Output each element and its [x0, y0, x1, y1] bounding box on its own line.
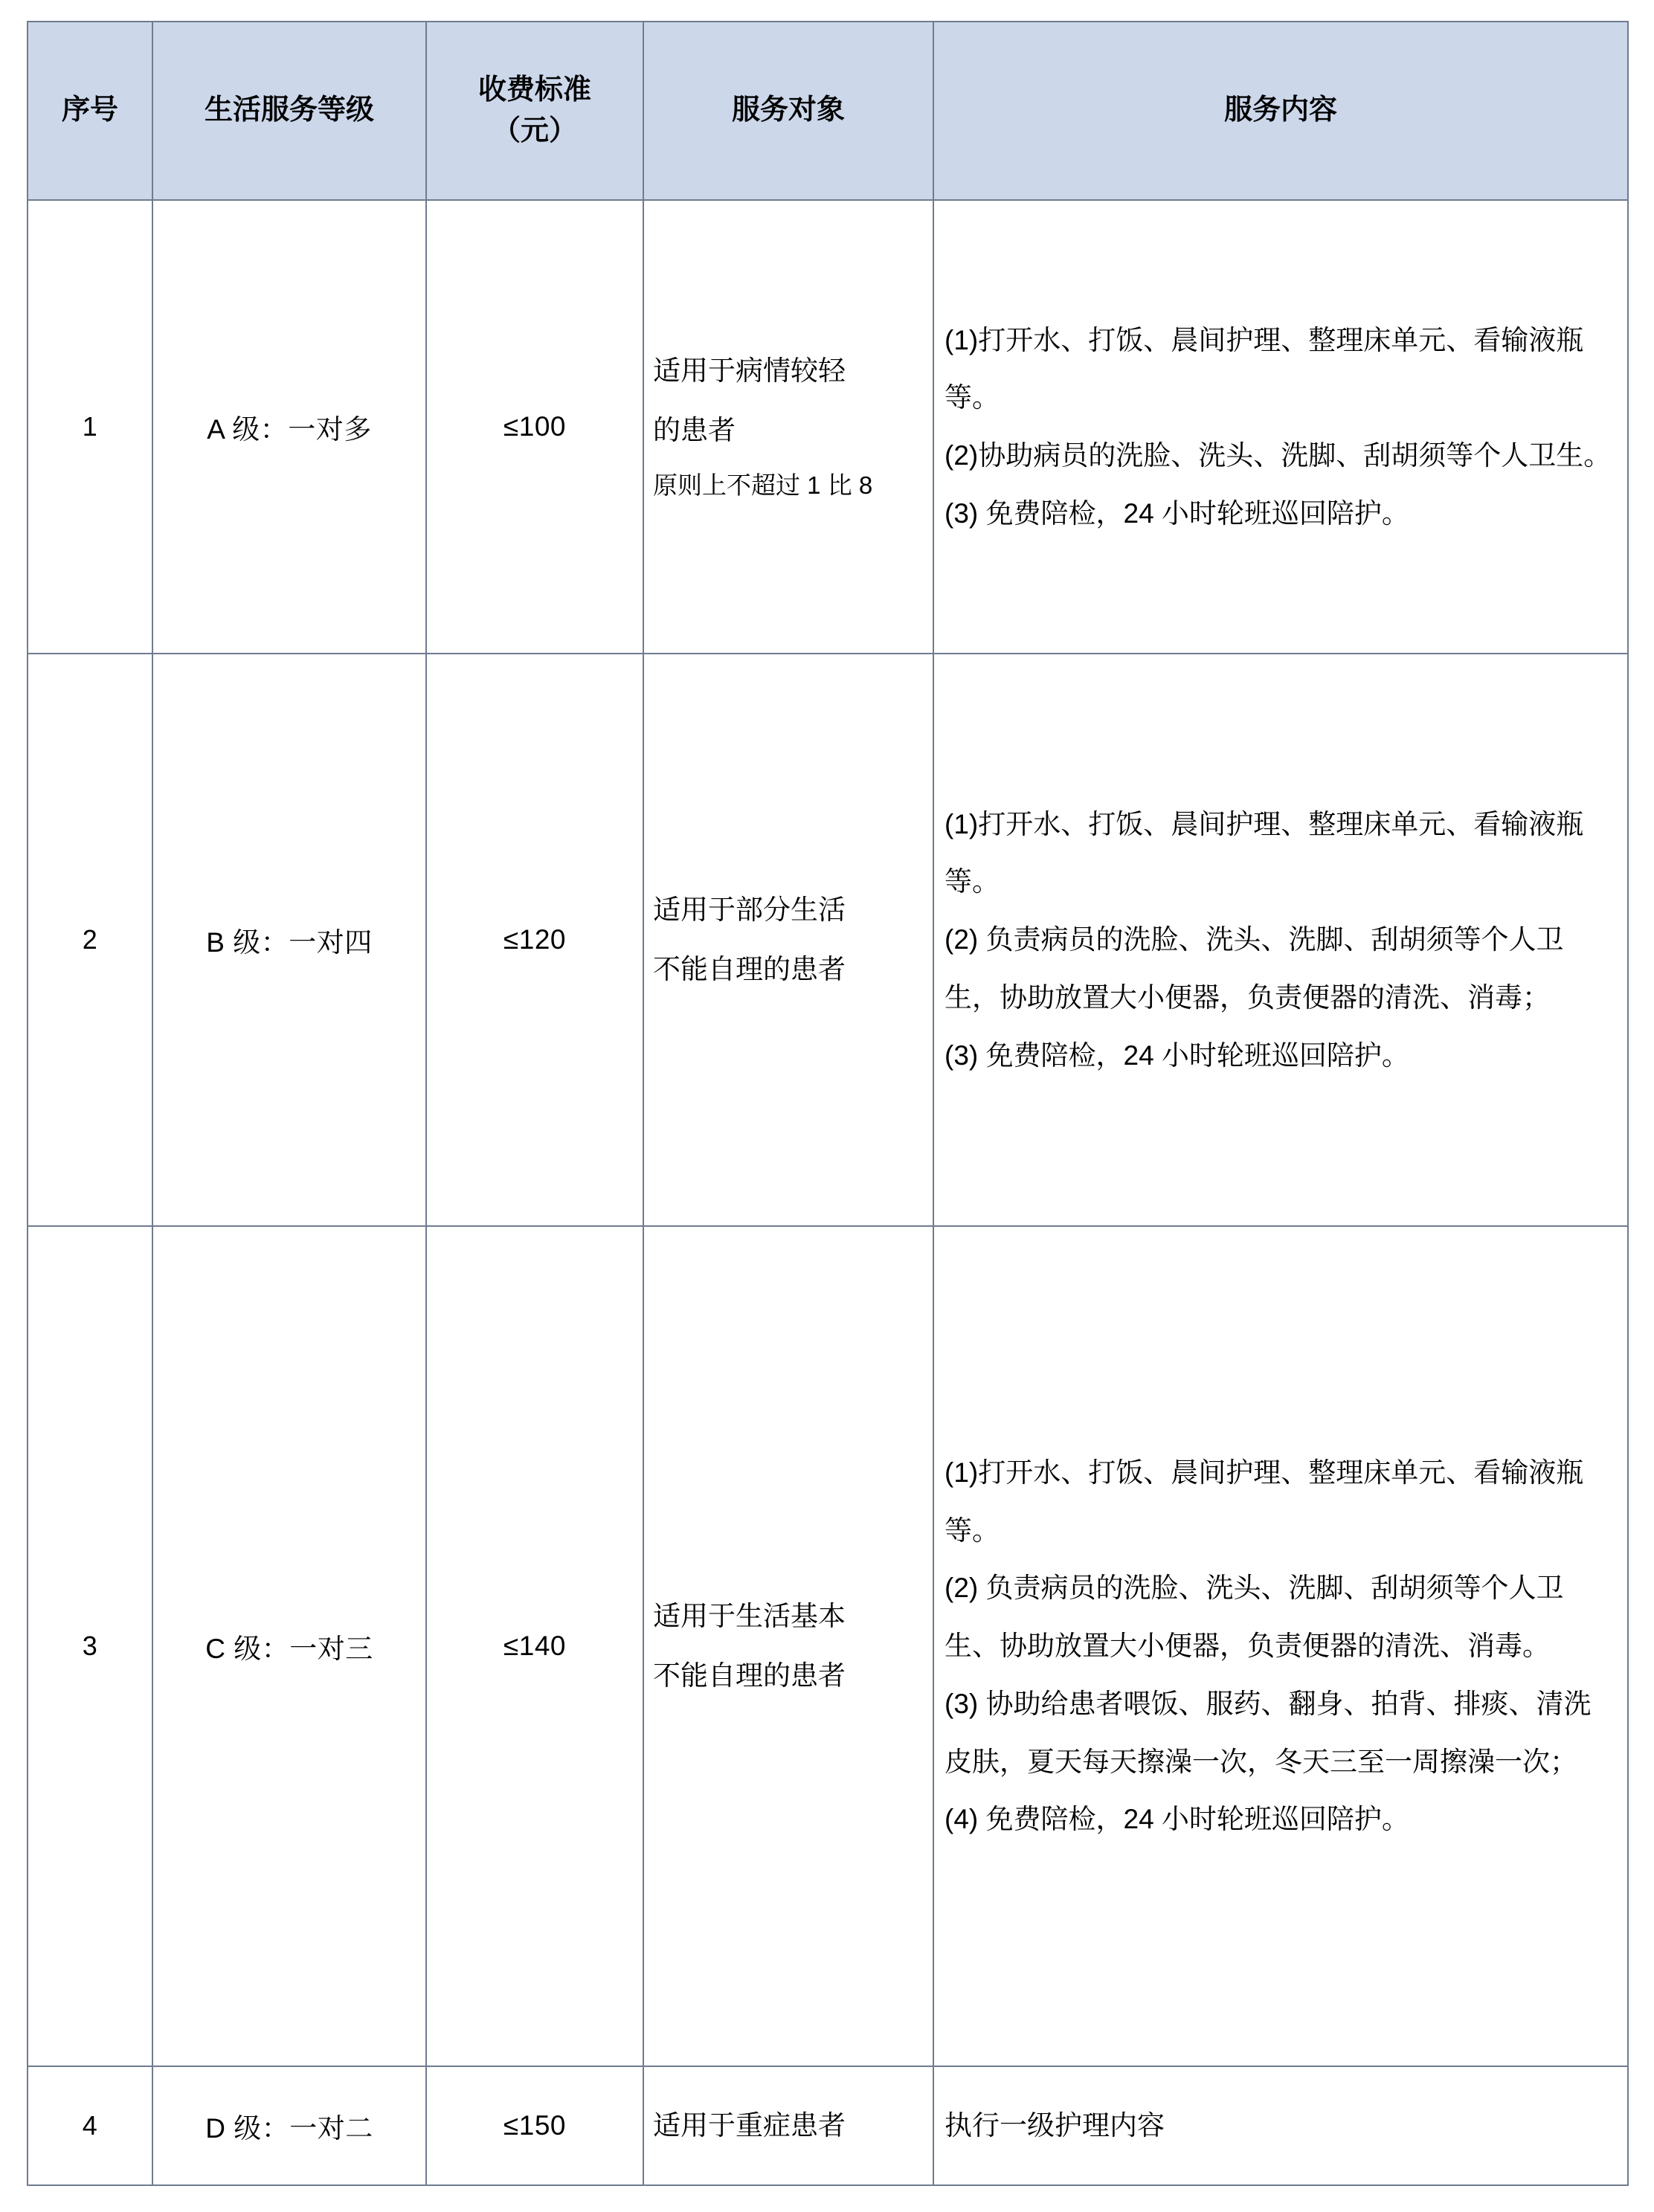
- row-index: 4: [28, 2066, 152, 2185]
- row-fee: ≤150: [426, 2066, 643, 2185]
- content-item: (1)打开水、打饭、晨间护理、整理床单元、看输液瓶等。: [945, 324, 1584, 413]
- row-target-line2: 的患者: [653, 414, 736, 445]
- row-service-content: [933, 1226, 1628, 2066]
- row-target-note: 原则上不超过 1 比 8: [653, 471, 873, 500]
- content-item: (2) 负责病员的洗脸、洗头、洗脚、刮胡须等个人卫生，协助放置大小便器，负责便器的清洗、消毒；: [945, 924, 1564, 1013]
- nursing-service-fee-table: [27, 21, 1629, 2186]
- row-target-line2: 不能自理的患者: [653, 954, 846, 984]
- content-item: (1)打开水、打饭、晨间护理、整理床单元、看输液瓶等。: [945, 1457, 1584, 1546]
- row-service-level: B 级：一对四: [152, 654, 426, 1226]
- row-service-level: C 级：一对三: [152, 1226, 426, 2066]
- table-row: [28, 2066, 1628, 2185]
- table-row: [28, 200, 1628, 654]
- row-service-level: A 级：一对多: [152, 200, 426, 654]
- row-fee: ≤100: [426, 200, 643, 654]
- row-service-level: D 级：一对二: [152, 2066, 426, 2185]
- column-header-fee-line1: 收费标准: [477, 74, 591, 106]
- row-target-line1: 适用于生活基本: [653, 1601, 846, 1632]
- column-header-service-level: 生活服务等级: [152, 22, 426, 200]
- row-fee: ≤120: [426, 654, 643, 1226]
- content-item: 执行一级护理内容: [945, 2110, 1165, 2141]
- column-header-service-target: 服务对象: [643, 22, 933, 200]
- row-service-content: [933, 654, 1628, 1226]
- row-service-target: [643, 1226, 933, 2066]
- row-target-line2: 不能自理的患者: [653, 1660, 846, 1691]
- row-index: 2: [28, 654, 152, 1226]
- content-item: (4) 免费陪检，24 小时轮班巡回陪护。: [945, 1804, 1409, 1835]
- column-header-index: 序号: [28, 22, 152, 200]
- table-row: [28, 654, 1628, 1226]
- row-index: 1: [28, 200, 152, 654]
- table-body: [28, 200, 1628, 2185]
- row-service-target: [643, 654, 933, 1226]
- column-header-service-content: 服务内容: [933, 22, 1628, 200]
- row-target-line1: 适用于部分生活: [653, 894, 846, 926]
- table-row: [28, 1226, 1628, 2066]
- row-fee: ≤140: [426, 1226, 643, 2066]
- table-header-row: [28, 22, 1628, 200]
- row-target-line1: 适用于重症患者: [653, 2110, 846, 2141]
- content-item: (2)协助病员的洗脸、洗头、洗脚、刮胡须等个人卫生。: [945, 440, 1612, 471]
- content-item: (3) 协助给患者喂饭、服药、翻身、拍背、排痰、清洗皮肤，夏天每天擦澡一次，冬天三至一周擦澡一次；: [945, 1688, 1592, 1777]
- row-service-content: [933, 2066, 1628, 2185]
- content-item: (1)打开水、打饭、晨间护理、整理床单元、看输液瓶等。: [945, 808, 1584, 897]
- row-target-line1: 适用于病情较轻: [653, 355, 846, 386]
- table-header: [28, 22, 1628, 200]
- content-item: (2) 负责病员的洗脸、洗头、洗脚、刮胡须等个人卫生、协助放置大小便器，负责便器的清洗、消毒。: [945, 1573, 1564, 1662]
- column-header-fee-line2: （元）: [492, 115, 577, 146]
- row-service-target: [643, 2066, 933, 2185]
- row-index: 3: [28, 1226, 152, 2066]
- column-header-fee-standard: [426, 22, 643, 200]
- row-service-target: [643, 200, 933, 654]
- content-item: (3) 免费陪检，24 小时轮班巡回陪护。: [945, 1039, 1409, 1071]
- content-item: (3) 免费陪检，24 小时轮班巡回陪护。: [945, 497, 1409, 529]
- row-service-content: [933, 200, 1628, 654]
